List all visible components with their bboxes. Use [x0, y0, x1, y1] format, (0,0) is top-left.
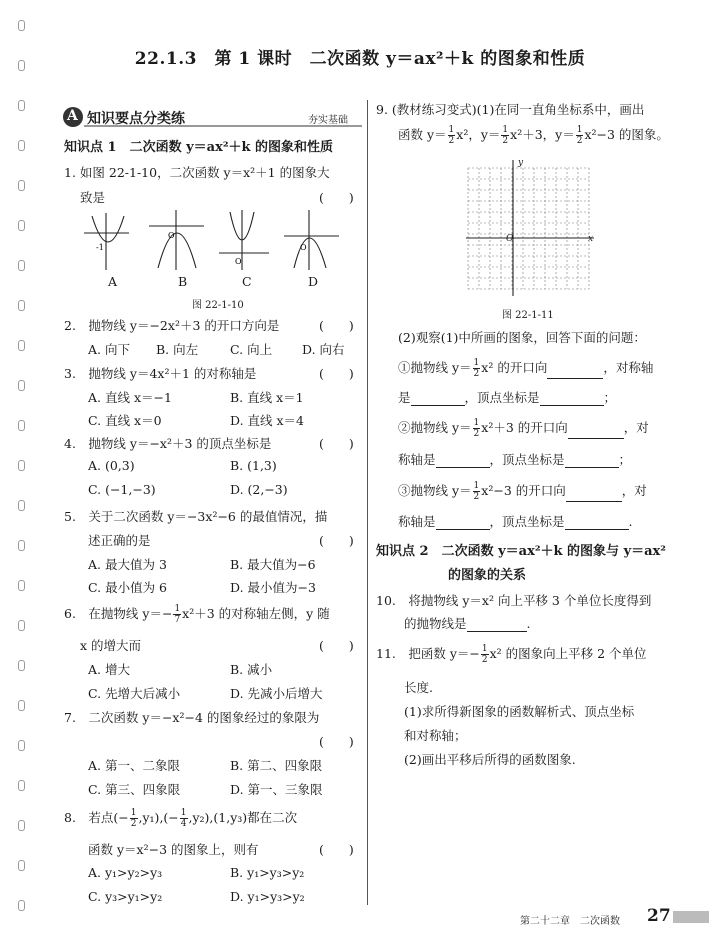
- q11-sub1-2: 和对称轴；: [404, 728, 467, 743]
- q7-stem: 7. 二次函数 y＝−x²−4 的图象经过的象限为: [64, 710, 320, 725]
- graph-b: [149, 210, 204, 270]
- page-number: 27: [647, 906, 671, 926]
- blank-9[interactable]: [565, 515, 629, 530]
- q6-opt-d: D. 先减小后增大: [230, 686, 323, 701]
- q9-sub2-2: 称轴是 ，顶点坐标是 ；: [398, 452, 632, 467]
- q4-stem: 4. 抛物线 y＝−x²＋3 的顶点坐标是: [64, 436, 272, 451]
- q9-sub3: ③抛物线 y＝ $\frac{1}{2}$ x²−3 的开口向 ，对: [398, 481, 647, 502]
- q9-sub3-2: 称轴是 ，顶点坐标是 .: [398, 514, 633, 529]
- q3-opt-b: B. 直线 x＝1: [230, 390, 304, 405]
- q7-opt-c: C. 第三、四象限: [88, 782, 181, 797]
- q7-opt-d: D. 第一、三象限: [230, 782, 323, 797]
- q4-opt-b: B. (1,3): [230, 458, 277, 473]
- blank-5[interactable]: [436, 453, 490, 468]
- q6-stem: 6. 在抛物线 y＝− $\frac{1}{7}$ x²＋3 的对称轴左侧，y 随: [64, 604, 330, 625]
- q5-answer-paren: ( ): [319, 533, 354, 548]
- figure-22-1-11-grid: [460, 160, 600, 300]
- fig-label-a: A: [108, 274, 118, 289]
- grid-x-label: x: [588, 234, 594, 244]
- q10-stem: 10. 将抛物线 y＝x² 向上平移 3 个单位长度得到: [376, 593, 652, 608]
- q5-opt-b: B. 最大值为−6: [230, 557, 316, 572]
- binding-holes: [18, 0, 24, 930]
- q4-opt-c: C. (−1,−3): [88, 482, 156, 497]
- q9-sub1: ①抛物线 y＝ $\frac{1}{2}$ x² 的开口向 ，对称轴: [398, 358, 654, 379]
- q2-answer-paren: ( ): [319, 318, 354, 333]
- q5-opt-c: C. 最小值为 6: [88, 580, 167, 595]
- q9-sub2: ②抛物线 y＝ $\frac{1}{2}$ x²＋3 的开口向 ，对: [398, 418, 649, 439]
- q5-opt-d: D. 最小值为−3: [230, 580, 316, 595]
- q2-opt-a: A. 向下: [88, 342, 130, 357]
- fig-label-c: C: [242, 274, 252, 289]
- knowledge-point-2: 知识点 2 二次函数 y＝ax²＋k 的图象与 y＝ax²: [376, 544, 666, 559]
- q4-answer-paren: ( ): [319, 436, 354, 451]
- q9-stem: 9. (教材练习变式)(1)在同一直角坐标系中，画出: [376, 102, 645, 117]
- blank-8[interactable]: [436, 515, 490, 530]
- blank-2[interactable]: [411, 391, 465, 406]
- q11-sub1: (1)求所得新图象的函数解析式、顶点坐标: [404, 704, 635, 719]
- q3-answer-paren: ( ): [319, 366, 354, 381]
- grid-y-label: y: [518, 158, 524, 168]
- knowledge-point-2-line2: 的图象的关系: [448, 568, 527, 583]
- q6-opt-b: B. 减小: [230, 662, 273, 677]
- q8-opt-b: B. y₁>y₃>y₂: [230, 865, 305, 880]
- figure-22-1-10: [84, 208, 384, 298]
- q8-stem-2: 函数 y＝x²−3 的图象上，则有: [88, 842, 259, 857]
- q6-opt-c: C. 先增大后减小: [88, 686, 181, 701]
- q4-opt-d: D. (2,−3): [230, 482, 288, 497]
- blank-4[interactable]: [568, 424, 624, 439]
- fig-label-d: D: [308, 274, 319, 289]
- q6-stem-2: x 的增大而: [80, 638, 142, 653]
- graph-b-origin: O: [168, 231, 175, 240]
- knowledge-point-1: 知识点 1 二次函数 y＝ax²＋k 的图象和性质: [64, 140, 334, 155]
- q7-opt-b: B. 第二、四象限: [230, 758, 323, 773]
- q4-opt-a: A. (0,3): [88, 458, 135, 473]
- q10-blank[interactable]: [467, 617, 527, 632]
- section-tag: 夯实基础: [308, 115, 348, 126]
- graph-c-origin: O: [235, 257, 242, 266]
- q2-opt-c: C. 向上: [230, 342, 273, 357]
- page-number-bar: [673, 911, 709, 923]
- q11-stem: 11. 把函数 y＝− $\frac{1}{2}$ x² 的图象向上平移 2 个单位: [376, 644, 647, 665]
- page-number-box: [647, 906, 709, 926]
- graph-d: [284, 210, 339, 270]
- grid-origin-label: O: [506, 234, 514, 244]
- q3-opt-c: C. 直线 x＝0: [88, 413, 162, 428]
- q9-stem-2: 函数 y＝ $\frac{1}{2}$ x²，y＝ $\frac{1}{2}$ x²＋3，y＝ $\frac{1}{2}$ x²−3 的图象。: [398, 125, 669, 146]
- q2-stem: 2. 抛物线 y＝−2x²＋3 的开口方向是: [64, 318, 280, 333]
- q1-answer-paren: ( ): [319, 190, 354, 205]
- q9-sub1-2: 是 ，顶点坐标是 ；: [398, 390, 617, 405]
- q1-stem-2: 致是: [80, 190, 106, 205]
- q2-opt-b: B. 向左: [156, 342, 199, 357]
- section-badge: A: [67, 108, 78, 124]
- q8-opt-a: A. y₁>y₂>y₃: [88, 865, 163, 880]
- section-label: 知识要点分类练: [87, 111, 185, 127]
- q5-stem-2: 述正确的是: [88, 533, 151, 548]
- q7-answer-paren: ( ): [319, 734, 354, 749]
- blank-7[interactable]: [566, 487, 622, 502]
- graph-a-minus1: -1: [96, 243, 104, 252]
- graph-a: [84, 213, 129, 270]
- fig-label-b: B: [178, 274, 188, 289]
- q7-opt-a: A. 第一、二象限: [88, 758, 180, 773]
- page-title: 22.1.3 第 1 课时 二次函数 y＝ax²＋k 的图象和性质: [134, 49, 586, 69]
- blank-6[interactable]: [565, 453, 619, 468]
- blank-3[interactable]: [540, 391, 604, 406]
- q8-opt-c: C. y₃>y₁>y₂: [88, 889, 163, 904]
- q8-opt-d: D. y₁>y₃>y₂: [230, 889, 305, 904]
- q9-part2: (2)观察(1)中所画的图象，回答下面的问题：: [398, 330, 646, 345]
- q1-stem: 1. 如图 22-1-10，二次函数 y＝x²＋1 的图象大: [64, 165, 330, 180]
- q6-answer-paren: ( ): [319, 638, 354, 653]
- q11-stem-2: 长度.: [404, 680, 433, 695]
- q8-answer-paren: ( ): [319, 842, 354, 857]
- q6-opt-a: A. 增大: [88, 662, 130, 677]
- graph-d-origin: O: [300, 243, 307, 252]
- q5-opt-a: A. 最大值为 3: [88, 557, 167, 572]
- q3-stem: 3. 抛物线 y＝4x²＋1 的对称轴是: [64, 366, 257, 381]
- footer-chapter: 第二十二章 二次函数: [520, 916, 620, 927]
- figure-caption-22-1-11: 图 22-1-11: [502, 310, 554, 321]
- graph-c: [219, 210, 269, 270]
- q3-opt-d: D. 直线 x＝4: [230, 413, 304, 428]
- q3-opt-a: A. 直线 x＝−1: [88, 390, 172, 405]
- figure-caption-22-1-10: 图 22-1-10: [192, 300, 244, 311]
- blank-1[interactable]: [547, 364, 603, 379]
- q11-sub2: (2)画出平移后所得的函数图象.: [404, 752, 576, 767]
- q10-stem-2: 的抛物线是 .: [404, 616, 531, 631]
- q8-stem: 8. 若点(− $\frac{1}{2}$ ,y₁),(− $\frac{1}{4}$ ,y₂),(1,y₃)都在二次: [64, 808, 298, 829]
- q2-opt-d: D. 向右: [302, 342, 345, 357]
- section-header: [62, 106, 366, 128]
- q5-stem: 5. 关于二次函数 y＝−3x²−6 的最值情况，描: [64, 509, 328, 524]
